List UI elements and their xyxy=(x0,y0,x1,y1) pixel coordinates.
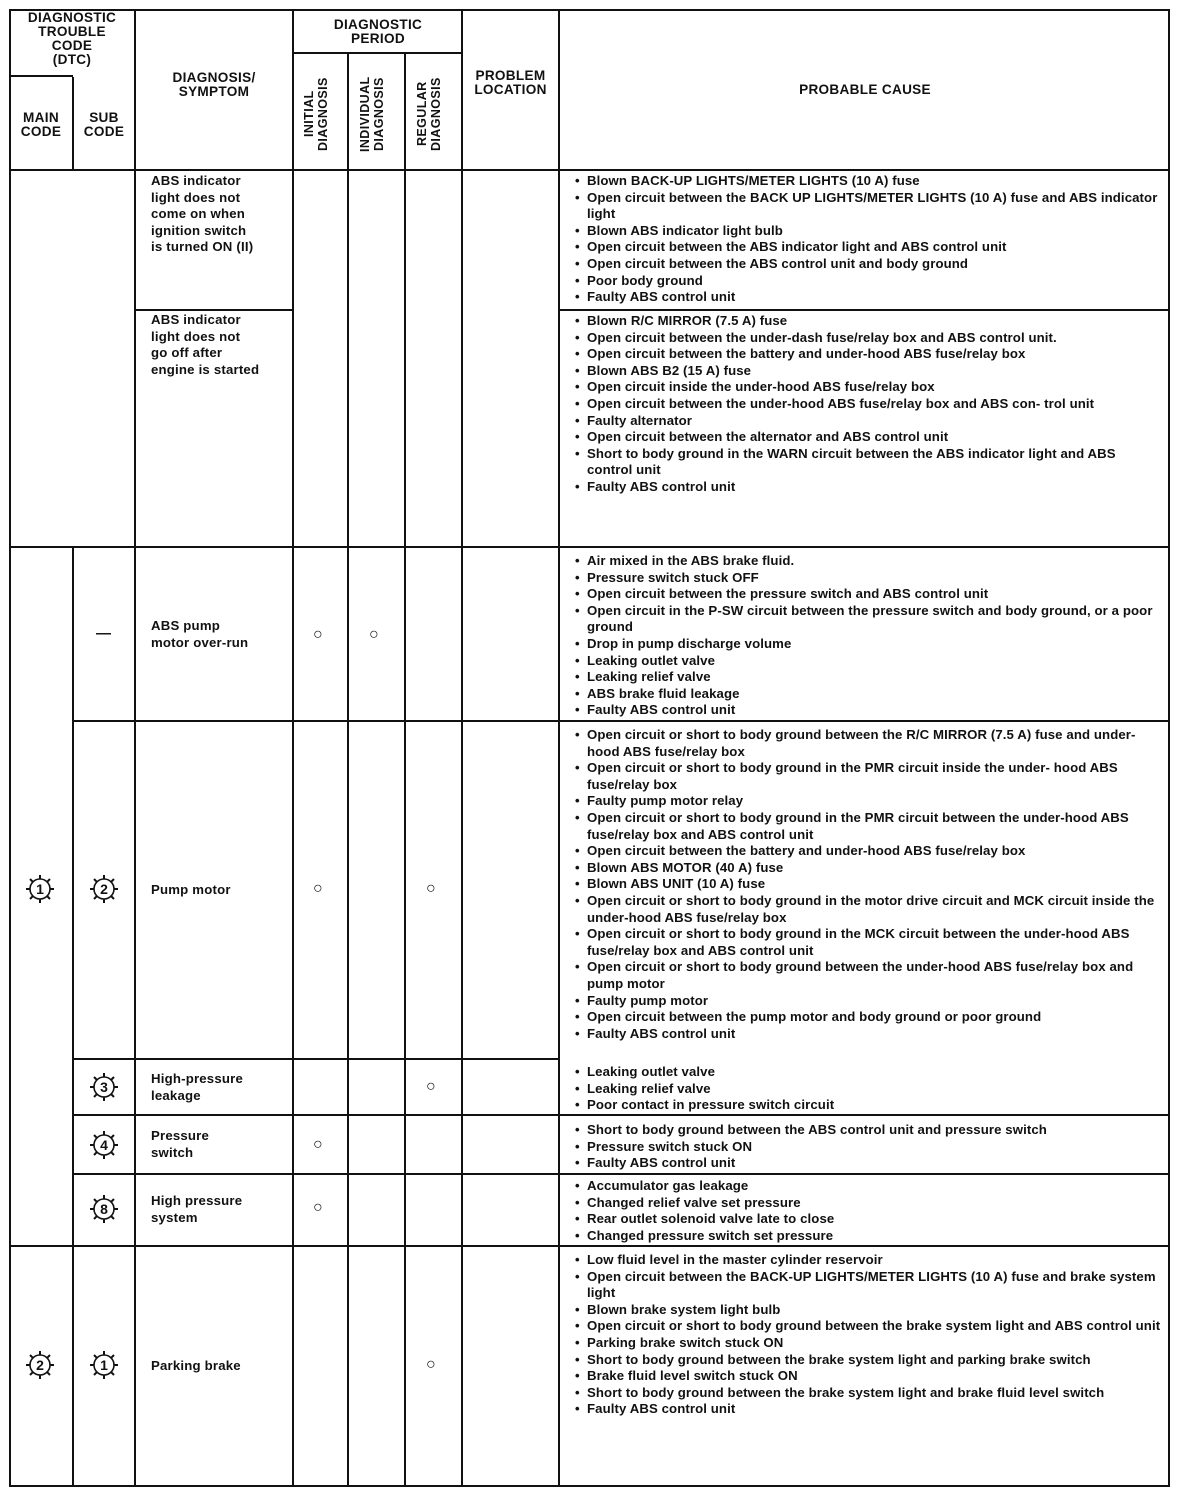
list-item: • Open circuit between the pump motor and body ground or poor ground xyxy=(574,1009,1164,1026)
list-item: • Open circuit or short to body ground in the MCK circuit between the under-hood ABS fuse/relay box and ABS control unit xyxy=(574,926,1164,959)
symptom-cell: Pressure switch xyxy=(151,1128,210,1160)
list-item: • Open circuit between the BACK-UP LIGHTS/METER LIGHTS (10 A) fuse and brake system light xyxy=(574,1269,1164,1302)
list-item: • Open circuit between the ABS control unit and body ground xyxy=(574,256,1164,273)
list-item: • Open circuit between the ABS indicator light and ABS control unit xyxy=(574,239,1164,256)
list-item: • Leaking outlet valve xyxy=(574,1064,1164,1081)
cause-list xyxy=(574,313,1164,496)
list-item: • Poor contact in pressure switch circuit xyxy=(574,1097,1164,1114)
list-item: • Faulty ABS control unit xyxy=(574,289,1164,306)
list-item: • Parking brake switch stuck ON xyxy=(574,1335,1164,1352)
list-item: • Pressure switch stuck OFF xyxy=(574,570,1164,587)
list-item: • Faulty pump motor xyxy=(574,993,1164,1010)
sub-code-4 xyxy=(89,1130,119,1160)
initial-mark: ○ xyxy=(313,1136,323,1153)
list-item: • Open circuit between the BACK UP LIGHTS/METER LIGHTS (10 A) fuse and ABS indicator light xyxy=(574,190,1164,223)
symptom-cell: Pump motor xyxy=(151,882,231,897)
list-item: • Short to body ground between the ABS control unit and pressure switch xyxy=(574,1122,1164,1139)
cause-list xyxy=(574,1252,1164,1418)
list-item: • Open circuit between the alternator and ABS control unit xyxy=(574,429,1164,446)
list-item: • Accumulator gas leakage xyxy=(574,1178,1164,1195)
list-item: • Leaking relief valve xyxy=(574,669,1164,686)
list-item: • Air mixed in the ABS brake fluid. xyxy=(574,553,1164,570)
problem-location-header: PROBLEM LOCATION xyxy=(474,68,547,97)
dtc-header: DIAGNOSTIC TROUBLE CODE (DTC) xyxy=(27,10,117,67)
main-code-2 xyxy=(25,1350,55,1380)
list-item: • Open circuit between the pressure switch and ABS control unit xyxy=(574,586,1164,603)
initial-mark: ○ xyxy=(313,880,323,897)
list-item: • Drop in pump discharge volume xyxy=(574,636,1164,653)
list-item: • Changed relief valve set pressure xyxy=(574,1195,1164,1212)
list-item: • Open circuit or short to body ground in the PMR circuit inside the under- hood ABS fuse/relay box xyxy=(574,760,1164,793)
list-item: • Open circuit inside the under-hood ABS fuse/relay box xyxy=(574,379,1164,396)
list-item: • Blown BACK-UP LIGHTS/METER LIGHTS (10 A) fuse xyxy=(574,173,1164,190)
list-item: • Open circuit between the battery and under-hood ABS fuse/relay box xyxy=(574,346,1164,363)
list-item: • Open circuit between the under-hood ABS fuse/relay box and ABS con- trol unit xyxy=(574,396,1164,413)
list-item: • Faulty ABS control unit xyxy=(574,702,1164,719)
initial-diagnosis-header: INITIAL DIAGNOSIS xyxy=(302,77,330,151)
list-item: • Blown ABS indicator light bulb xyxy=(574,223,1164,240)
sub-code-value: 1 xyxy=(100,1357,108,1373)
list-item: • Leaking outlet valve xyxy=(574,653,1164,670)
list-item: • Brake fluid level switch stuck ON xyxy=(574,1368,1164,1385)
probable-cause-header: PROBABLE CAUSE xyxy=(799,82,931,97)
list-item: • Faulty alternator xyxy=(574,413,1164,430)
sub-code-value: 3 xyxy=(100,1079,108,1095)
list-item: • Blown ABS B2 (15 A) fuse xyxy=(574,363,1164,380)
list-item: • Open circuit between the battery and under-hood ABS fuse/relay box xyxy=(574,843,1164,860)
sub-code-header: SUB CODE xyxy=(83,110,125,139)
cause-list xyxy=(574,553,1164,719)
initial-mark: ○ xyxy=(313,626,323,643)
list-item: • Low fluid level in the master cylinder reservoir xyxy=(574,1252,1164,1269)
list-item: • Open circuit or short to body ground between the under-hood ABS fuse/relay box and pump motor xyxy=(574,959,1164,992)
individual-mark: ○ xyxy=(369,626,379,643)
sub-code-none: — xyxy=(96,625,111,642)
list-item: • Pressure switch stuck ON xyxy=(574,1139,1164,1156)
initial-mark: ○ xyxy=(313,1199,323,1216)
sub-code-value: 2 xyxy=(100,881,108,897)
list-item: • Faulty ABS control unit xyxy=(574,1026,1164,1043)
list-item: • Changed pressure switch set pressure xyxy=(574,1228,1164,1245)
list-item: • Open circuit in the P-SW circuit between the pressure switch and body ground, or a poor ground xyxy=(574,603,1164,636)
symptom-cell: ABS indicator light does not go off after engine is started xyxy=(151,312,260,377)
regular-mark: ○ xyxy=(426,880,436,897)
symptom-header: DIAGNOSIS/ SYMPTOM xyxy=(172,70,256,99)
list-item: • Open circuit or short to body ground between the R/C MIRROR (7.5 A) fuse and under-hood ABS fuse/relay box xyxy=(574,727,1164,760)
cause-list xyxy=(574,1064,1164,1114)
symptom-cell: ABS indicator light does not come on when ignition switch is turned ON (II) xyxy=(151,173,254,254)
main-code-value: 1 xyxy=(36,881,44,897)
symptom-cell: High pressure system xyxy=(151,1193,243,1225)
sub-code-1 xyxy=(89,1350,119,1380)
list-item: • Poor body ground xyxy=(574,273,1164,290)
list-item: • Rear outlet solenoid valve late to close xyxy=(574,1211,1164,1228)
cause-list xyxy=(574,1178,1164,1244)
main-code-1 xyxy=(25,874,55,904)
sub-code-3 xyxy=(89,1072,119,1102)
symptom-cell: Parking brake xyxy=(151,1358,241,1373)
cause-list xyxy=(574,727,1164,1042)
list-item: • Leaking relief valve xyxy=(574,1081,1164,1098)
list-item: • Open circuit between the under-dash fuse/relay box and ABS control unit. xyxy=(574,330,1164,347)
individual-diagnosis-header: INDIVIDUAL DIAGNOSIS xyxy=(358,76,386,152)
regular-mark: ○ xyxy=(426,1356,436,1373)
symptom-cell: ABS pump motor over-run xyxy=(151,618,249,650)
list-item: • Blown ABS MOTOR (40 A) fuse xyxy=(574,860,1164,877)
sub-code-8 xyxy=(89,1194,119,1224)
list-item: • Blown R/C MIRROR (7.5 A) fuse xyxy=(574,313,1164,330)
sub-code-2 xyxy=(89,874,119,904)
list-item: • Open circuit or short to body ground between the brake system light and ABS control unit xyxy=(574,1318,1164,1335)
main-code-header: MAIN CODE xyxy=(20,110,62,139)
regular-diagnosis-header: REGULAR DIAGNOSIS xyxy=(415,77,443,151)
cause-list xyxy=(574,1122,1164,1172)
list-item: • Open circuit or short to body ground in the PMR circuit between the under-hood ABS fuse/relay box and ABS control unit xyxy=(574,810,1164,843)
diagnostic-period-header: DIAGNOSTIC PERIOD xyxy=(333,17,423,46)
list-item: • Faulty ABS control unit xyxy=(574,1401,1164,1418)
list-item: • Faulty ABS control unit xyxy=(574,479,1164,496)
sub-code-value: 4 xyxy=(100,1137,108,1153)
sub-code-value: 8 xyxy=(100,1201,108,1217)
main-code-value: 2 xyxy=(36,1357,44,1373)
list-item: • Faulty pump motor relay xyxy=(574,793,1164,810)
list-item: • Blown ABS UNIT (10 A) fuse xyxy=(574,876,1164,893)
symptom-cell: High-pressure leakage xyxy=(151,1071,244,1103)
list-item: • Open circuit or short to body ground in the motor drive circuit and MCK circuit inside the under-hood ABS fuse/relay box xyxy=(574,893,1164,926)
list-item: • Short to body ground in the WARN circuit between the ABS indicator light and ABS control unit xyxy=(574,446,1164,479)
list-item: • ABS brake fluid leakage xyxy=(574,686,1164,703)
list-item: • Short to body ground between the brake system light and parking brake switch xyxy=(574,1352,1164,1369)
list-item: • Blown brake system light bulb xyxy=(574,1302,1164,1319)
list-item: • Short to body ground between the brake system light and brake fluid level switch xyxy=(574,1385,1164,1402)
list-item: • Faulty ABS control unit xyxy=(574,1155,1164,1172)
cause-list xyxy=(574,173,1164,306)
regular-mark: ○ xyxy=(426,1078,436,1095)
